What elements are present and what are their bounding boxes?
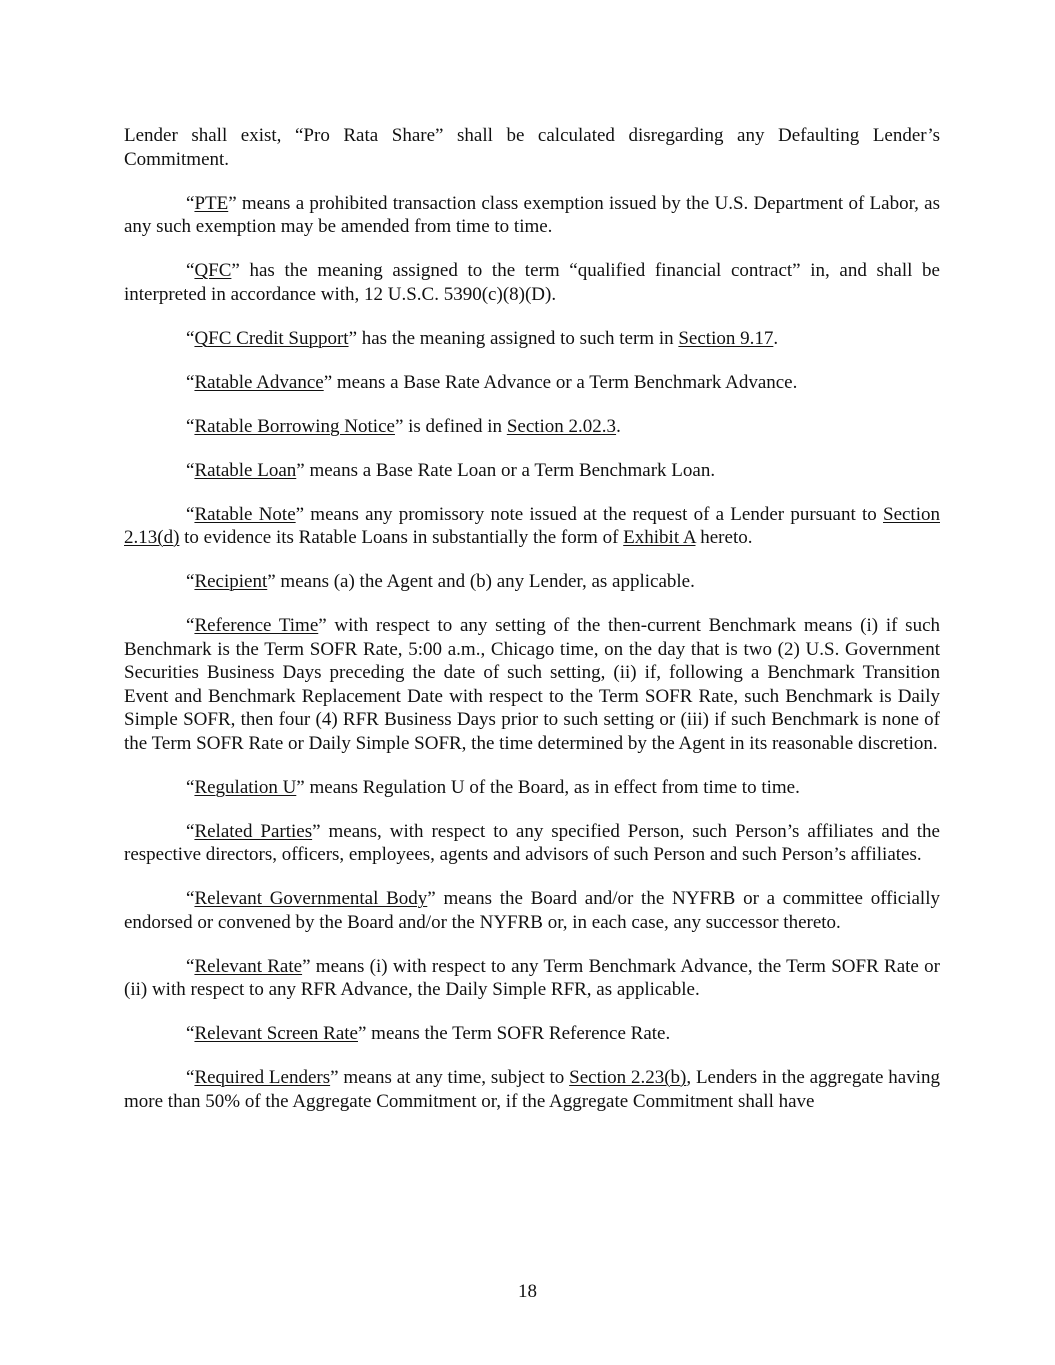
defined-term-underlined: Relevant Rate — [194, 955, 303, 977]
paragraph-text: . — [773, 327, 779, 349]
paragraph-text: “ — [186, 888, 195, 909]
paragraph-text: ” means (i) with respect to any Term Benchmark Advance, the Term SOFR Rate or (ii) with respect to any RFR Advance, the Daily Simple RFR, as applicable. — [124, 955, 940, 1000]
definition-paragraph — [124, 1022, 940, 1046]
paragraph-text: “ — [186, 955, 195, 977]
paragraph-text: “ — [186, 327, 195, 349]
definition-paragraph — [124, 887, 940, 934]
definition-paragraph — [124, 259, 940, 306]
paragraph-text: ” means Regulation U of the Board, as in effect from time to time. — [296, 776, 800, 798]
defined-term-underlined: QFC Credit Support — [194, 327, 349, 349]
definition-paragraph — [124, 570, 940, 594]
defined-term-underlined: Section 2.02.3 — [506, 415, 617, 437]
paragraph-text: “ — [186, 1023, 195, 1044]
paragraph-text: “ — [186, 192, 195, 214]
paragraph-text: ” means a Base Rate Advance or a Term Benchmark Advance. — [323, 371, 798, 393]
paragraph-text: ” means, with respect to any specified Person, such Person’s affiliates and the respective directors, officers, employees, agents and advisors of such Person and such Person’s affiliates. — [124, 820, 940, 865]
paragraph-text: hereto. — [695, 527, 753, 548]
defined-term-underlined: Section 2.13(d) — [124, 503, 940, 548]
defined-term-underlined: Regulation U — [194, 776, 297, 798]
paragraph-text: ” means a prohibited transaction class exemption issued by the U.S. Department of Labor, as any such exemption may be amended from time to time. — [124, 192, 940, 237]
paragraph-text: , Lenders in the aggregate having more than 50% of the Aggregate Commitment or, if the Aggregate Commitment shall have — [124, 1067, 940, 1112]
definition-paragraph — [124, 415, 940, 439]
definition-paragraph — [124, 820, 940, 867]
paragraph-text: Lender shall exist, “Pro Rata Share” shall be calculated disregarding any Defaulting Lender’s Commitment. — [124, 125, 940, 170]
paragraph-text: “ — [186, 776, 195, 798]
defined-term-underlined: Recipient — [194, 571, 268, 592]
paragraph-text: ” means the Board and/or the NYFRB or a committee officially endorsed or convened by the Board and/or the NYFRB or, in each case, any successor thereto. — [124, 888, 940, 933]
paragraph-text: “ — [186, 459, 195, 481]
paragraph-text: “ — [186, 1067, 195, 1088]
definition-paragraph — [124, 459, 940, 483]
definition-paragraph — [124, 1066, 940, 1113]
defined-term-underlined: Section 2.23(b) — [569, 1067, 687, 1088]
defined-term-underlined: Ratable Borrowing Notice — [194, 415, 395, 437]
definition-paragraph — [124, 955, 940, 1002]
paragraph-text: ” means any promissory note issued at the request of a Lender pursuant to — [295, 503, 883, 525]
defined-term-underlined: Ratable Note — [194, 503, 296, 525]
definition-paragraph — [124, 503, 940, 550]
defined-term-underlined: Required Lenders — [194, 1067, 331, 1088]
defined-term-underlined: QFC — [194, 260, 232, 281]
defined-term-underlined: Ratable Loan — [194, 459, 297, 481]
page-number: 18 — [518, 1281, 537, 1302]
definition-paragraph — [124, 192, 940, 239]
defined-term-underlined: Reference Time — [194, 615, 319, 636]
defined-term-underlined: Related Parties — [194, 820, 313, 842]
definition-paragraph — [124, 614, 940, 755]
paragraph-text: “ — [186, 571, 195, 592]
paragraph-text: “ — [186, 820, 195, 842]
paragraph-text: ” is defined in — [394, 415, 507, 437]
defined-term-underlined: Exhibit A — [623, 527, 696, 548]
document-page — [124, 124, 940, 1134]
paragraph-text: ” has the meaning assigned to the term “qualified financial contract” in, and shall be interpreted in accordance with, 12 U.S.C. 5390(c)(8)(D). — [124, 260, 940, 305]
paragraph-text: “ — [186, 415, 195, 437]
paragraph-text: ” has the meaning assigned to such term in — [348, 327, 679, 349]
paragraph-text: “ — [186, 615, 195, 636]
paragraph-text: “ — [186, 503, 195, 525]
paragraph-text: “ — [186, 371, 195, 393]
defined-term-underlined: Relevant Governmental Body — [194, 888, 428, 909]
definition-paragraph — [124, 776, 940, 800]
paragraph-text: . — [616, 415, 621, 437]
defined-term-underlined: PTE — [194, 192, 229, 214]
definition-paragraph — [124, 371, 940, 395]
defined-term-underlined: Ratable Advance — [194, 371, 324, 393]
paragraph-text: ” with respect to any setting of the then-current Benchmark means (i) if such Benchmark is the Term SOFR Rate, 5:00 a.m., Chicago time, on the day that is two (2) U.S. Government Securities Business Days preceding the date of such setting, (ii) if, following a Benchmark Transition Event and Benchmark Replacement Date with respect to the Term SOFR Rate, such Benchmark is Daily Simple SOFR, then four (4) RFR Business Days prior to such setting or (iii) if such Benchmark is none of the Term SOFR Rate or Daily Simple SOFR, the time determined by the Agent in its reasonable discretion. — [124, 615, 941, 754]
paragraph-text: ” means a Base Rate Loan or a Term Benchmark Loan. — [296, 459, 716, 481]
paragraph-text: ” means at any time, subject to — [330, 1067, 570, 1088]
paragraph-text: ” means the Term SOFR Reference Rate. — [357, 1023, 671, 1044]
paragraph-text: ” means (a) the Agent and (b) any Lender, as applicable. — [267, 571, 695, 592]
paragraph-text: to evidence its Ratable Loans in substantially the form of — [179, 527, 624, 548]
definition-paragraph — [124, 327, 940, 351]
defined-term-underlined: Relevant Screen Rate — [194, 1023, 358, 1044]
paragraph-text: “ — [186, 260, 195, 281]
defined-term-underlined: Section 9.17 — [678, 327, 774, 349]
definition-paragraph — [124, 124, 940, 171]
